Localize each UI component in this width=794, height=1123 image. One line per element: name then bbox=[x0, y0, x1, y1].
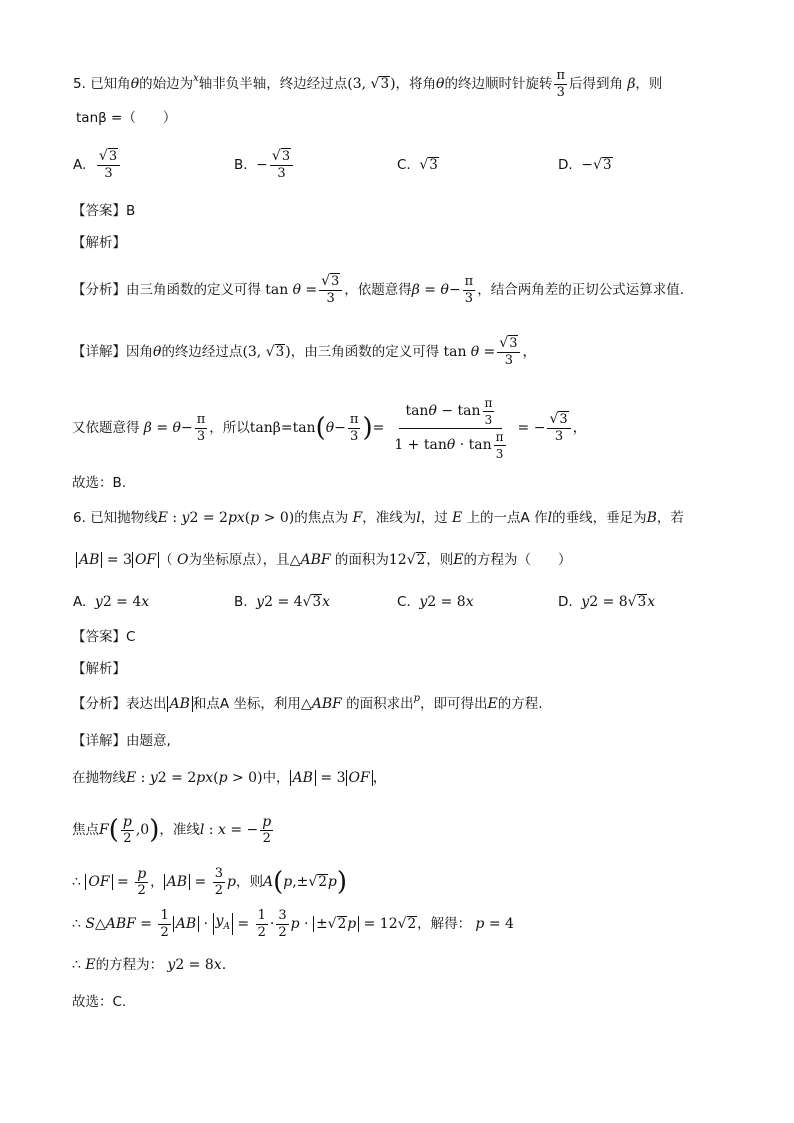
q5-answer: 【答案】 B bbox=[72, 203, 136, 219]
q6-step-2: 焦点 F ( $\frac{p}{2}$ ,0 ) ，准线 l : x = − $\frac{p}{2}$ bbox=[72, 813, 272, 846]
q5-xiangjie-line2: 又依题意得 β = θ − $\frac{\pi}{3}$ ，所以 tanβ=tan ( θ − $\frac{\pi}{3}$ ) = tan θ − tan $\frac{\pi}{3}$ 1 + tan θ · tan $\frac{\pi}{3}$ = − √ 3 3 ， bbox=[72, 395, 587, 461]
q6-option-a: A. y 2 = 4 x bbox=[73, 594, 150, 610]
q5-analysis-heading: 【解析】 bbox=[72, 235, 126, 251]
q5-option-c: C. √ 3 bbox=[397, 157, 438, 173]
q6-number: 6. bbox=[73, 510, 86, 526]
q5-option-a: A. √ 3 3 bbox=[73, 146, 122, 184]
q6-answer: 【答案】 C bbox=[72, 629, 136, 645]
q6-analysis-heading: 【解析】 bbox=[72, 661, 126, 677]
q6-option-c: C. y 2 = 8 x bbox=[397, 594, 474, 610]
q6-fenxi: 【分析】 表达出 AB 和点A 坐标，利用 △ ABF 的面积求出 p ，即可得出 E 的方程. bbox=[72, 693, 543, 712]
q5-number: 5. bbox=[73, 76, 86, 92]
q6-option-b: B. y 2 = 4 √ 3 x bbox=[234, 594, 330, 610]
q5-choose: 故选：B. bbox=[72, 475, 127, 491]
q5-stem-line2: tanβ =（ ） bbox=[76, 110, 177, 126]
q6-option-d: D. y 2 = 8 √ 3 x bbox=[558, 594, 656, 610]
q5-option-d: D. − √ 3 bbox=[558, 157, 612, 173]
q6-stem-line2: AB = 3 OF （ O 为坐标原点），且 △ ABF 的面积为 12 √ 2 ，则 E 的方程为（ ） bbox=[76, 550, 571, 570]
q5-xiangjie-line1: 【详解】 因角 θ 的终边经过点 (3, √ 3 ) ，由三角函数的定义可得 tan θ = √ 3 3 ， bbox=[72, 335, 537, 368]
q6-step-3: ∴ OF = $\frac{p}{2}$ ， AB = $\frac{3}{2}$ p ，则 A ( p ,± √ 2 p ) bbox=[72, 865, 348, 898]
q6-stem-line1: 6. 已知抛物线 E : y 2 = 2 px ( p > 0) 的焦点为 F ，准线为 l ，过 E 上的一点A 作 l 的垂线，垂足为 B ，若 bbox=[73, 510, 684, 526]
q6-step-1: 在抛物线 E : y 2 = 2 px ( p > 0) 中， AB = 3 OF ， bbox=[72, 770, 387, 786]
q6-xiangjie: 【详解】 由题意, bbox=[72, 733, 171, 749]
q5-option-b: B. − √ 3 3 bbox=[234, 146, 295, 184]
q5-stem-line1: 5. 已知角 θ 的始边为 x 轴非负半轴，终边经过点 (3, √ 3 ) ，将角 θ 的终边顺时针旋转 $\frac{\pi}{3}$ 后得到角 β ，则 bbox=[73, 67, 663, 100]
q6-step-5: ∴ E 的方程为： y 2 = 8 x . bbox=[72, 957, 227, 973]
q6-choose: 故选：C. bbox=[72, 994, 127, 1010]
q6-step-4: ∴ S △ABF = $\frac{1}{2}$ AB · $y_A$ = $\frac{1}{2}$ · $\frac{3}{2}$ p · ± √ 2 p = 12 √ 2 ，解得： p = 4 bbox=[72, 907, 514, 940]
q5-fenxi: 【分析】 由三角函数的定义可得 tan θ = √ 3 3 ，依题意得 β = θ − $\frac{\pi}{3}$ ，结合两角差的正切公式运算求值. bbox=[72, 273, 685, 306]
